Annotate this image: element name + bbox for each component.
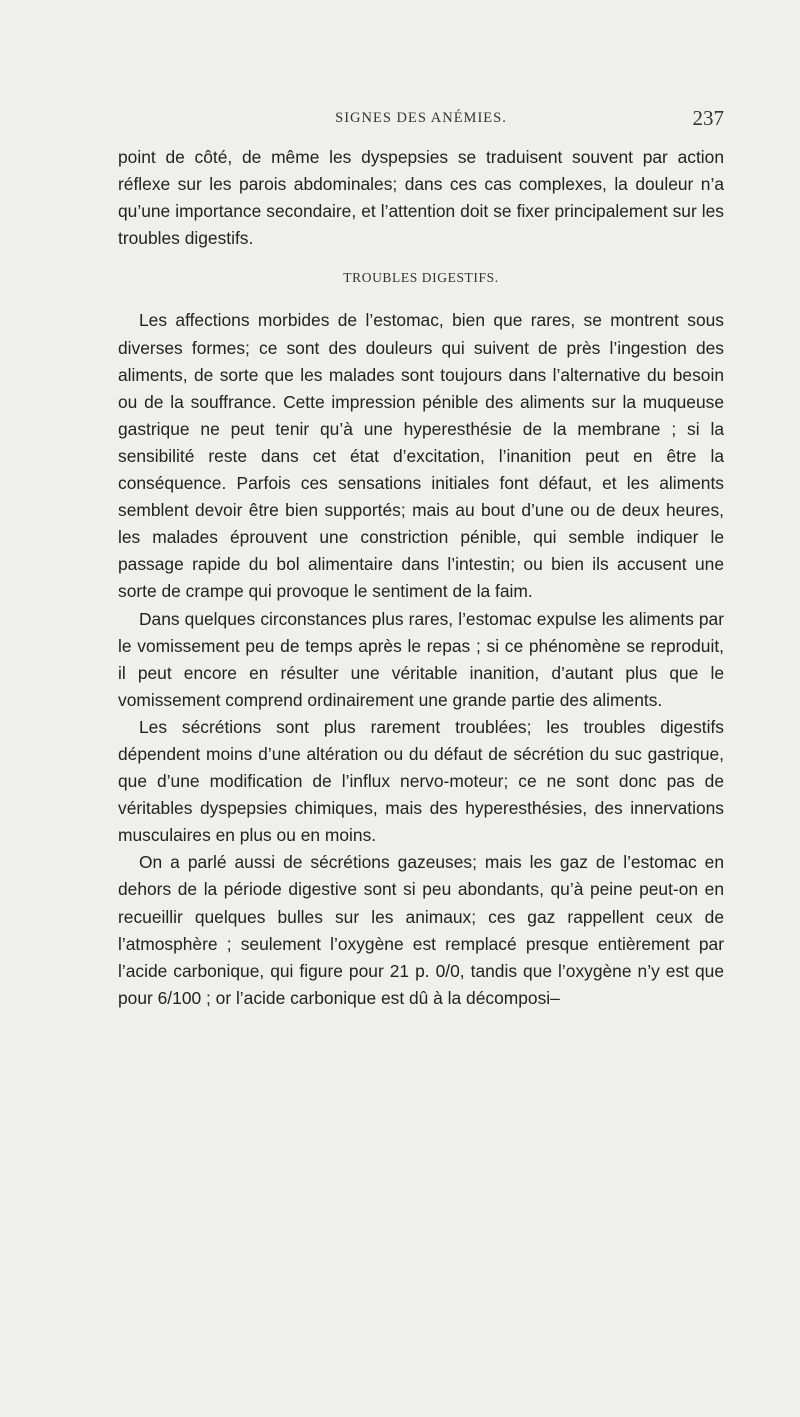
paragraph-continuation: point de côté, de même les dyspepsies se traduisent souvent par action réflexe sur les parois abdominales; dans ces cas complexes, la douleur n’a qu’une importance secondaire, et l’attention doit se fixer principalement sur les troubles digestifs. xyxy=(118,147,724,249)
paragraph: Les affections morbides de l’estomac, bien que rares, se montrent sous diverses formes; ce sont des douleurs qui suivent de près l’ingestion des aliments, de sorte que les malades sont toujours dans l’alternative du besoin ou de la souffrance. Cette impression pénible des aliments sur la muqueuse gastrique ne peut tenir qu’à une hyperesthésie de la membrane ; si la sensibilité reste dans cet état d’excitation, l’inanition peut en être la conséquence. Parfois ces sensations initiales font défaut, et les aliments semblent devoir être bien supportés; mais au bout d’une ou de deux heures, les malades éprouvent une constriction pénible, qui semble indiquer le passage rapide du bol alimentaire dans l’intestin; ou bien ils accusent une sorte de crampe qui provoque le sentiment de la faim. xyxy=(118,310,724,602)
page-number: 237 xyxy=(692,106,724,130)
body-text xyxy=(118,144,724,1012)
paragraph: Les sécrétions sont plus rarement troublées; les troubles digestifs dépendent moins d’une altération ou du défaut de sécrétion du suc gastrique, que d’une modification de l’influx nervo-moteur; ce ne sont donc pas de véritables dyspepsies chimiques, mais des hyperesthésies, des innervations musculaires en plus ou en moins. xyxy=(118,716,724,846)
paragraph: On a parlé aussi de sécrétions gazeuses; mais les gaz de l’estomac en dehors de la période digestive sont si peu abondants, qu’à peine peut-on en recueillir quelques bulles sur les animaux; ces gaz rappellent ceux de l’atmosphère ; seulement l’oxygène est remplacé presque entièrement par l’acide carbonique, qui figure pour 21 p. 0/0, tandis que l’oxygène n’y est que pour 6/100 ; or l’acide carbonique est dû à la décomposi– xyxy=(118,852,724,1008)
page-header xyxy=(118,106,724,134)
section-heading: TROUBLES DIGESTIFS. xyxy=(343,270,499,286)
paragraph: Dans quelques circonstances plus rares, l’estomac expulse les aliments par le vomissement peu de temps après le repas ; si ce phénomène se reproduit, il peut encore en résulter une véritable inanition, d’autant plus que le vomissement comprend ordinairement une grande partie des aliments. xyxy=(118,608,724,710)
running-title: SIGNES DES ANÉMIES. xyxy=(335,110,507,126)
